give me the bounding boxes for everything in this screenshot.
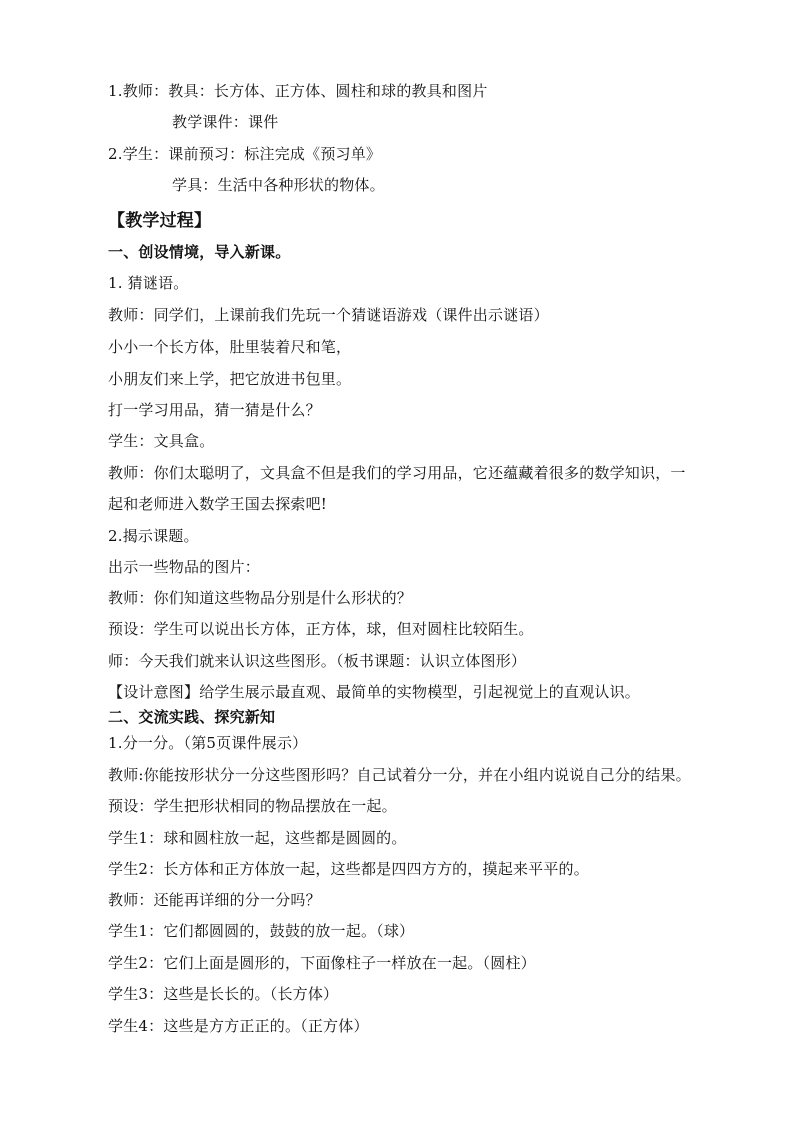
expected-answer: 预设：学生可以说出长方体，正方体，球，但对圆柱比较陌生。: [108, 620, 534, 638]
teacher-classify-question: 教师:你能按形状分一分这些图形吗？自己试着分一分，并在小组内说说自己分的结果。: [108, 766, 691, 784]
riddle-line-1: 小小一个长方体，肚里装着尺和笔，: [108, 338, 352, 356]
prep-teacher-tools: 1.教师：教具：长方体、正方体、圆柱和球的教具和图片: [108, 82, 488, 100]
student-answer: 学生：文具盒。: [108, 432, 215, 450]
teacher-praise-line-1: 教师：你们太聪明了，文具盒不但是我们的学习用品，它还蕴藏着很多的数学知识，一: [108, 464, 686, 482]
riddle-line-2: 小朋友们来上学，把它放进书包里。: [108, 370, 352, 388]
student-1-answer: 学生1：球和圆柱放一起，这些都是圆圆的。: [108, 829, 407, 847]
prep-student-tools: 学具：生活中各种形状的物体。: [172, 176, 385, 194]
riddle-question: 打一学习用品，猜一猜是什么？: [108, 401, 321, 419]
prep-teacher-courseware: 教学课件：课件: [172, 113, 279, 131]
student-2-cylinder: 学生2：它们上面是圆形的，下面像柱子一样放在一起。（圆柱）: [108, 954, 536, 972]
step-classify: 1.分一分。（第5页课件展示）: [108, 734, 308, 752]
student-2-answer: 学生2：长方体和正方体放一起，这些都是四四方方的，摸起来平平的。: [108, 860, 589, 878]
prep-student-preview: 2.学生：课前预习：标注完成《预习单》: [108, 145, 382, 163]
expected-classify: 预设：学生把形状相同的物品摆放在一起。: [108, 797, 397, 815]
student-4-cube: 学生4：这些是方方正正的。（正方体）: [108, 1017, 369, 1035]
step-reveal-topic: 2.揭示课题。: [108, 527, 199, 545]
section-heading-teaching-process: 【教学过程】: [108, 211, 212, 231]
student-1-sphere: 学生1：它们都圆圆的，鼓鼓的放一起。（球）: [108, 922, 415, 940]
design-intent: 【设计意图】给学生展示最直观、最简单的实物模型，引起视觉上的直观认识。: [108, 683, 641, 701]
teacher-detail-question: 教师：还能再详细的分一分吗？: [108, 891, 321, 909]
student-3-cuboid: 学生3：这些是长长的。（长方体）: [108, 985, 339, 1003]
section-heading-intro: 一、创设情境，导入新课。: [108, 243, 291, 261]
teacher-topic: 师：今天我们就来认识这些图形。（板书课题：认识立体图形）: [108, 652, 527, 670]
show-pictures: 出示一些物品的图片：: [108, 558, 261, 576]
step-riddle: 1. 猜谜语。: [108, 274, 189, 292]
teacher-shape-question: 教师：你们知道这些物品分别是什么形状的？: [108, 589, 413, 607]
teacher-riddle-intro: 教师：同学们，上课前我们先玩一个猜谜语游戏（课件出示谜语）: [108, 306, 549, 324]
teacher-praise-line-2: 起和老师进入数学王国去探索吧!: [108, 495, 328, 513]
section-heading-explore: 二、交流实践、探究新知: [108, 708, 276, 726]
